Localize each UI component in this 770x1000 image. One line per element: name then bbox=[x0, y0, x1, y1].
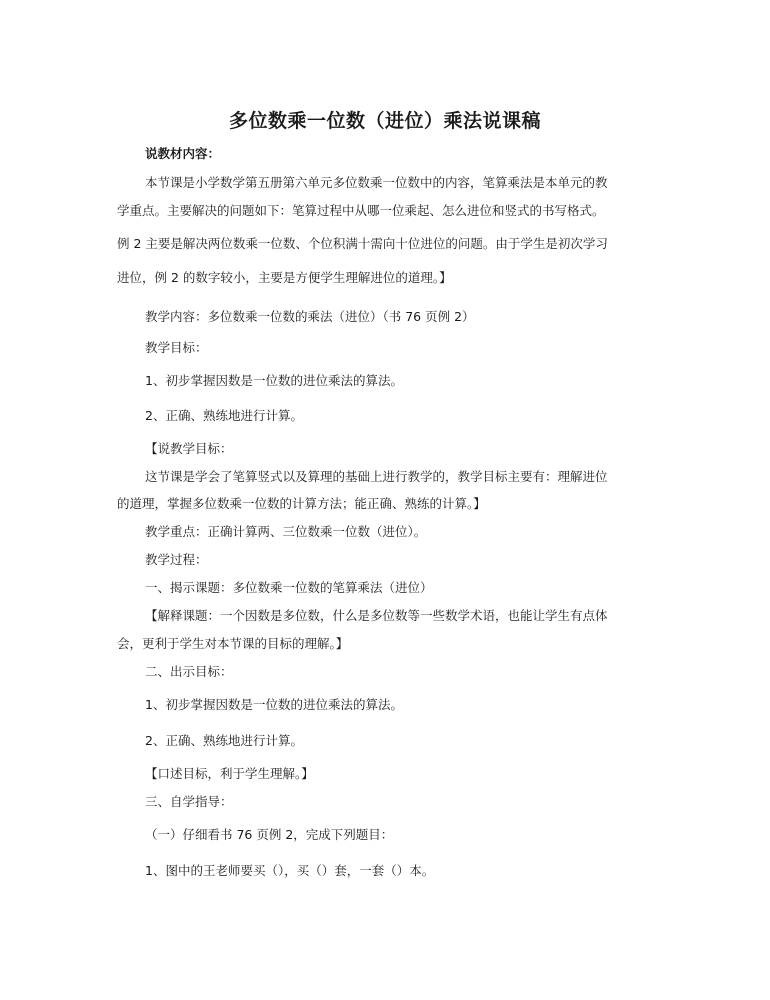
paragraph-line: 会，更利于学生对本节课的目标的理解。】 bbox=[117, 636, 349, 651]
section-heading-textbook-content: 说教材内容： bbox=[145, 146, 221, 161]
document-title: 多位数乘一位数（进位）乘法说课稿 bbox=[228, 110, 541, 132]
paragraph-line: 本节课是小学数学第五册第六单元多位数乘一位数中的内容，笔算乘法是本单元的教 bbox=[145, 175, 608, 190]
explain-goals-heading: 【说教学目标： bbox=[145, 441, 233, 456]
teaching-process-heading: 教学过程： bbox=[145, 552, 208, 567]
self-study-item-1: （一）仔细看书 76 页例 2，完成下列题目： bbox=[145, 827, 394, 842]
step-two-line: 二、出示目标： bbox=[145, 664, 233, 679]
paragraph-line: 的道理，掌握多位数乘一位数的计算方法；能正确、熟练的计算。】 bbox=[117, 496, 486, 511]
teaching-content-line: 教学内容：多位数乘一位数的乘法（进位）（书 76 页例 2） bbox=[145, 309, 475, 324]
paragraph-line: 进位，例 2 的数字较小，主要是方便学生理解进位的道理。】 bbox=[117, 270, 452, 285]
goal-item-2-repeat: 2、正确、熟练地进行计算。 bbox=[145, 733, 303, 748]
step-three-line: 三、自学指导： bbox=[145, 794, 233, 809]
oral-goals-note: 【口述目标，利于学生理解。】 bbox=[145, 766, 314, 781]
paragraph-line: 这节课是学会了笔算竖式以及算理的基础上进行教学的，教学目标主要有：理解进位 bbox=[145, 469, 608, 484]
step-one-line: 一、揭示课题：多位数乘一位数的笔算乘法（进位） bbox=[145, 580, 433, 595]
goal-item-2: 2、正确、熟练地进行计算。 bbox=[145, 408, 303, 423]
question-line-1: 1、图中的王老师要买（），买（）套，一套（）本。 bbox=[145, 863, 435, 878]
teaching-goals-heading: 教学目标： bbox=[145, 340, 208, 355]
goal-item-1: 1、初步掌握因数是一位数的进位乘法的算法。 bbox=[145, 373, 403, 388]
paragraph-line: 【解释课题：一个因数是多位数，什么是多位数等一些数学术语，也能让学生有点体 bbox=[145, 608, 608, 623]
goal-item-1-repeat: 1、初步掌握因数是一位数的进位乘法的算法。 bbox=[145, 697, 403, 712]
paragraph-line: 学重点。主要解决的问题如下：笔算过程中从哪一位乘起、怎么进位和竖式的书写格式。 bbox=[117, 203, 605, 218]
paragraph-line: 例 2 主要是解决两位数乘一位数、个位积满十需向十位进位的问题。由于学生是初次学习 bbox=[117, 236, 608, 251]
teaching-focus-line: 教学重点：正确计算两、三位数乘一位数（进位）。 bbox=[145, 524, 427, 539]
